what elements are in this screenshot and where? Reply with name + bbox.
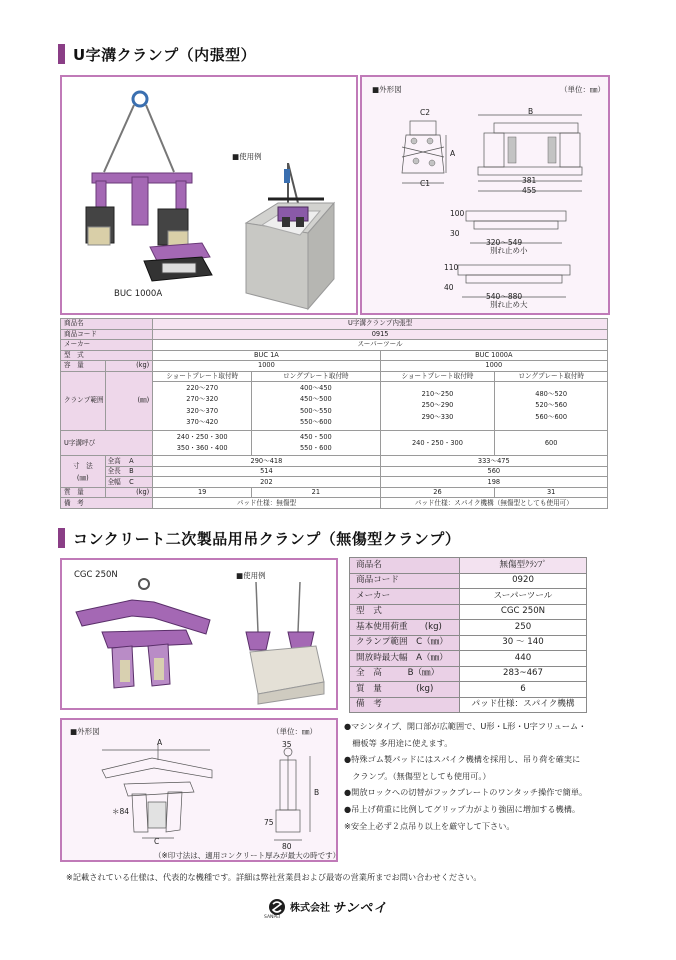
drawing-label-2: ■外形図: [70, 727, 100, 736]
spec-row: 開放時最大幅 A（㎜） 440: [350, 651, 587, 667]
usage-label-2: ■使用例: [236, 571, 266, 580]
footer-note: ※記載されている仕様は、代表的な機種です。詳細は弊社営業員および最寄の営業所までお問い合わせください。: [66, 872, 482, 882]
buc-outline-drawing: [362, 77, 608, 313]
unit-label-1: （単位：㎜）: [560, 85, 605, 94]
feature-line: ●特殊ゴム製パッドにはスパイク機構を採用し、吊り荷を確実に: [344, 754, 581, 765]
spec-row: メーカー スーパーツール: [350, 589, 587, 605]
range-a-long: 400～450 450～500 500～550 550～600: [252, 382, 380, 431]
range-a-short: 220～270 270～320 320～370 370～420: [153, 382, 252, 431]
usage-photo-ubcrane: [238, 163, 354, 311]
spec-row: 基本使用荷重 (kg) 250: [350, 620, 587, 636]
spec-row: 全 高 B（㎜） 283~467: [350, 666, 587, 682]
feature-line: 柵板等 多用途に使えます。: [344, 737, 453, 748]
photo-caption-buc: BUC 1000A: [114, 289, 163, 299]
feature-line: クランプ。（無傷型としても使用可。）: [344, 770, 491, 781]
feature-line: ●開放ロックへの切替がフックプレートのワンタッチ操作で簡単。: [344, 787, 588, 798]
feature-list: [344, 718, 612, 834]
spec-row: 商品コード 0920: [350, 573, 587, 589]
range-b-long: 480～520 520～560 560～600: [495, 382, 608, 431]
cgc-outline-drawing: [62, 720, 336, 860]
usage-photo-cgc: [236, 582, 332, 706]
photo-caption-cgc: CGC 250N: [74, 570, 118, 580]
drawing-frame-cgc: ■外形図 （単位：㎜） A ＊84 C 35 B 75 80 （※印寸法は、適用コンクリート厚みが最大の時です）: [60, 718, 338, 862]
section2-title: コンクリート二次製品用吊クランプ（無傷型クランプ）: [58, 527, 460, 549]
unit-label-2: （単位：㎜）: [272, 727, 317, 736]
feature-line: ●マシンタイプ、開口部が広範囲で、U形・L形・U字フリューム・: [344, 721, 587, 731]
range-b-short: 210～250 250～290 290～330: [380, 382, 495, 431]
drawing-label-1: ■外形図: [372, 85, 402, 94]
feature-line: ●吊上げ荷重に比例してグリップ力がより強固に増加する機構。: [344, 803, 581, 814]
logo-small-text: SANPEI: [264, 915, 281, 920]
company-logo: 株式会社 サンペイ: [268, 897, 387, 916]
drawing-note-cgc: （※印寸法は、適用コンクリート厚みが最大の時です）: [154, 851, 341, 860]
spec-row: クランプ範囲 C（㎜） 30 ～ 140: [350, 635, 587, 651]
spec-table-buc: 商品名 U字溝クランプ内張型 商品コード 0915 メーカー スーパーツール 型 式 BUC 1A BUC 1000A 容 量 (kg) 1000 1000 クランプ範囲 (㎜) ショートプレート取付時 ロングプレート取付時 ショートプレート取付時 ロングプレート取付時 220～270 270～320 320～370 370～420 400～450 450～500 500～550 550～600 210～250 250～290 290～330 480～520 520～560 560～600 U字溝呼び 240・250・300 350・360・400 450・500 550・600 240・250・300 600 寸 法 (㎜) 全高 A 290～418 333～475 全長 B 514 560 全幅 C 202 198 質 量 (kg) 19 21 26 31 備 考 パッド仕様：無傷型 パッド仕様：スパイク機構（無傷型としても使用可）: [60, 318, 608, 509]
photo-frame-cgc: [60, 558, 338, 710]
title-bar-icon: [58, 44, 65, 64]
spec-row: 型 式 CGC 250N: [350, 604, 587, 620]
spec-row: 商品名 無傷型ｸﾗﾝﾌﾟ: [350, 558, 587, 574]
usage-label-1: ■使用例: [232, 152, 262, 161]
spec-row: 備 考 パッド仕様：スパイク機構: [350, 697, 587, 713]
company-mark-icon: [268, 898, 286, 916]
title-bar-icon: [58, 528, 65, 548]
spec-row: 質 量 (kg) 6: [350, 682, 587, 698]
feature-line: ※安全上必ず２点吊り以上を厳守して下さい。: [344, 820, 515, 831]
spec-table-cgc: [349, 557, 587, 713]
drawing-frame-buc: ■外形図 （単位：㎜） C2 B A C1 381 455 100 30 320～549 別れ止め小 110 40 540～880 別れ止め大: [360, 75, 610, 315]
section1-title: U字溝クランプ（内張型）: [58, 43, 256, 65]
photo-frame-buc: [60, 75, 358, 315]
